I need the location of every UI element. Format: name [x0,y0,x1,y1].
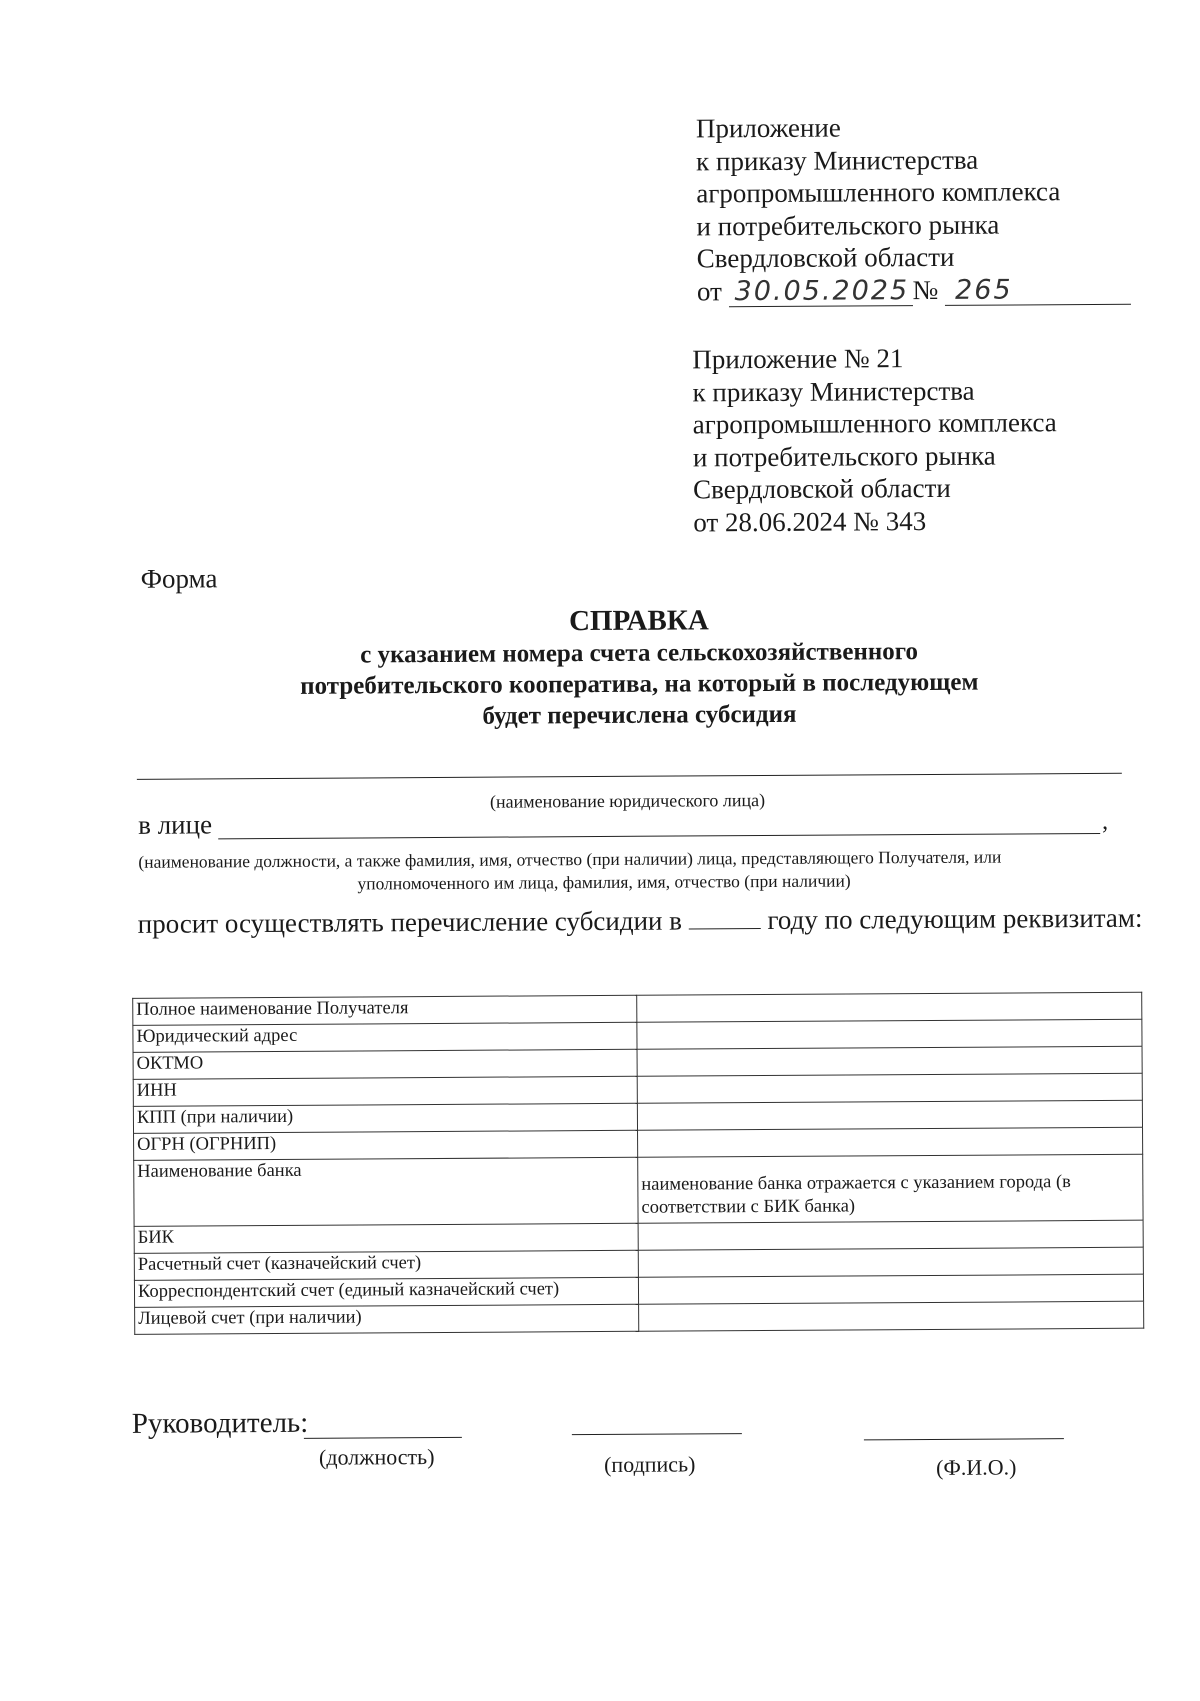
requisite-value: наименование банка отражается с указанием города (в соответствии с БИК банка) [638,1154,1143,1223]
appendix-line: от 28.06.2024 № 343 [693,505,927,537]
legal-entity-fill-line [137,773,1122,780]
representative-caption: (наименование должности, а также фамилия, имя, отчество (при наличии) лица, представляющего Получателя, или [138,846,1002,872]
title-subtitle-line: будет перечислена субсидия [482,700,797,730]
appendix-line: Свердловской области [696,241,955,274]
requisite-value [638,1220,1143,1250]
requisite-label: Полное наименование Получателя [133,995,637,1025]
head-label: Руководитель: [131,1406,309,1440]
title-main: СПРАВКА [568,604,709,638]
year-blank [689,908,761,929]
requisite-label: Наименование банка [134,1157,638,1226]
appendix-line: и потребительского рынка [692,440,996,472]
appendix-date-line [697,272,1131,307]
position-fill-line [304,1437,462,1439]
representative-caption: уполномоченного им лица, фамилия, имя, отчество (при наличии) [357,870,851,894]
appendix-line: агропромышленного комплекса [696,176,1061,209]
handwritten-number: 265 [945,275,1131,305]
trailing-comma: , [1102,808,1109,835]
requisite-label: Корреспондентский счет (единый казначейский счет) [134,1277,638,1307]
number-prefix: № [912,274,939,305]
signature-fill-line [572,1433,742,1435]
requisite-value [639,1301,1144,1331]
signature-caption: (подпись) [603,1451,696,1477]
requisite-label: КПП (при наличии) [133,1103,637,1133]
position-caption: (должность) [318,1444,435,1470]
table-row [134,1154,1143,1226]
form-label: Форма [140,563,218,594]
request-text: году по следующим реквизитам: [767,902,1143,935]
document-title [239,601,1040,733]
appendix-original [692,341,1057,538]
title-subtitle-line: с указанием номера счета сельскохозяйственного [360,638,919,669]
appendix-line: Свердловской области [693,472,951,505]
requisite-label: Расчетный счет (казначейский счет) [134,1250,638,1280]
date-prefix: от [696,275,722,306]
requisite-value [638,1247,1143,1277]
request-paragraph [138,903,1148,939]
appendix-line: и потребительского рынка [696,209,1000,241]
requisite-value [637,992,1142,1022]
request-text: просит осуществлять перечисление субсидии в [137,905,683,939]
requisite-label: Юридический адрес [133,1022,637,1052]
requisite-label: ОГРН (ОГРНИП) [134,1130,638,1160]
handwritten-date: 30.05.2025 [729,277,913,307]
requisite-value [638,1127,1143,1157]
requisite-label: ОКТМО [133,1049,637,1079]
requisite-value [637,1046,1142,1076]
requisite-value [637,1019,1142,1049]
requisite-value [637,1100,1142,1130]
appendix-line: к приказу Министерства [692,375,975,407]
requisite-value [637,1073,1142,1103]
requisites-table [132,992,1144,1335]
title-subtitle-line: потребительского кооператива, на который в последующем [300,668,979,700]
requisite-label: Лицевой счет (при наличии) [135,1304,639,1334]
in-person-label: в лице [138,809,213,840]
appendix-line: к приказу Министерства [696,144,979,176]
requisite-label: БИК [134,1223,638,1253]
legal-entity-caption: (наименование юридического лица) [489,789,766,812]
name-caption: (Ф.И.О.) [936,1454,1017,1480]
appendix-line: Приложение № 21 [692,343,904,375]
requisite-value [638,1274,1143,1304]
appendix-line: Приложение [695,112,841,144]
requisite-label: ИНН [133,1076,637,1106]
appendix-line: агропромышленного комплекса [692,407,1057,440]
representative-fill-line [218,833,1100,839]
name-fill-line [864,1438,1064,1440]
table-row [135,1301,1144,1334]
appendix-current [696,110,1131,308]
